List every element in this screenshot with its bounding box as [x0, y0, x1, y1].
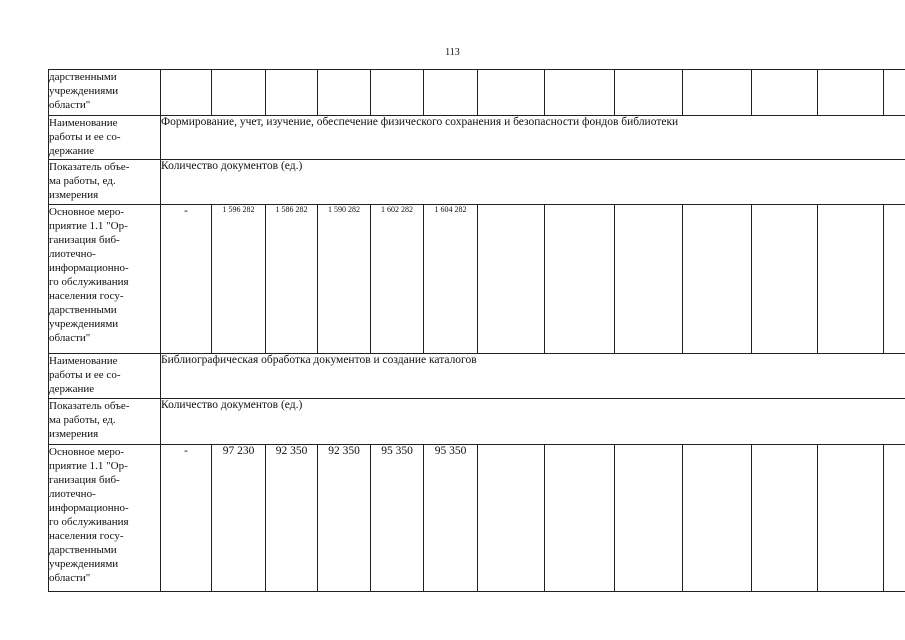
row-label: Основное меро- приятие 1.1 "Ор- ганизация биб- лиотечно- информационно- го обслуживания населения госу- дарственными учреждениями области": [49, 445, 161, 592]
page-number: 113: [445, 47, 460, 58]
table-row: [49, 445, 905, 592]
value-cell: 95 350: [424, 445, 478, 592]
value-cell: 92 350: [266, 445, 318, 592]
row-label: Показатель объе- ма работы, ед. измерения: [49, 399, 161, 445]
budget-table: [48, 69, 905, 592]
volume-indicator: Количество документов (ед.): [161, 160, 905, 205]
row-label: Наименование работы и ее со- держание: [49, 354, 161, 399]
value-cell: 1 590 282: [318, 205, 371, 354]
table-row: [49, 354, 905, 399]
row-label: Наименование работы и ее со- держание: [49, 116, 161, 160]
table-row: [49, 399, 905, 445]
value-cell: 92 350: [318, 445, 371, 592]
value-cell: 1 586 282: [266, 205, 318, 354]
value-cell: 1 602 282: [371, 205, 424, 354]
volume-indicator: Количество документов (ед.): [161, 399, 905, 445]
work-name: Библиографическая обработка документов и создание каталогов: [161, 354, 905, 399]
row-label: Показатель объе- ма работы, ед. измерения: [49, 160, 161, 205]
value-cell: 97 230: [212, 445, 266, 592]
value-cell: 1 596 282: [212, 205, 266, 354]
row-label: дарственными учреждениями области": [49, 70, 161, 116]
table-row: [49, 116, 905, 160]
table-row: [49, 160, 905, 205]
table-row: [49, 70, 905, 116]
work-name: Формирование, учет, изучение, обеспечение физического сохранения и безопасности фондов библиотеки: [161, 116, 905, 160]
value-cell: 1 604 282: [424, 205, 478, 354]
row-label: Основное меро- приятие 1.1 "Ор- ганизация биб- лиотечно- информационно- го обслуживания населения госу- дарственными учреждениями области": [49, 205, 161, 354]
dash-cell: -: [161, 205, 212, 354]
value-cell: 95 350: [371, 445, 424, 592]
dash-cell: -: [161, 445, 212, 592]
table-row: [49, 205, 905, 354]
